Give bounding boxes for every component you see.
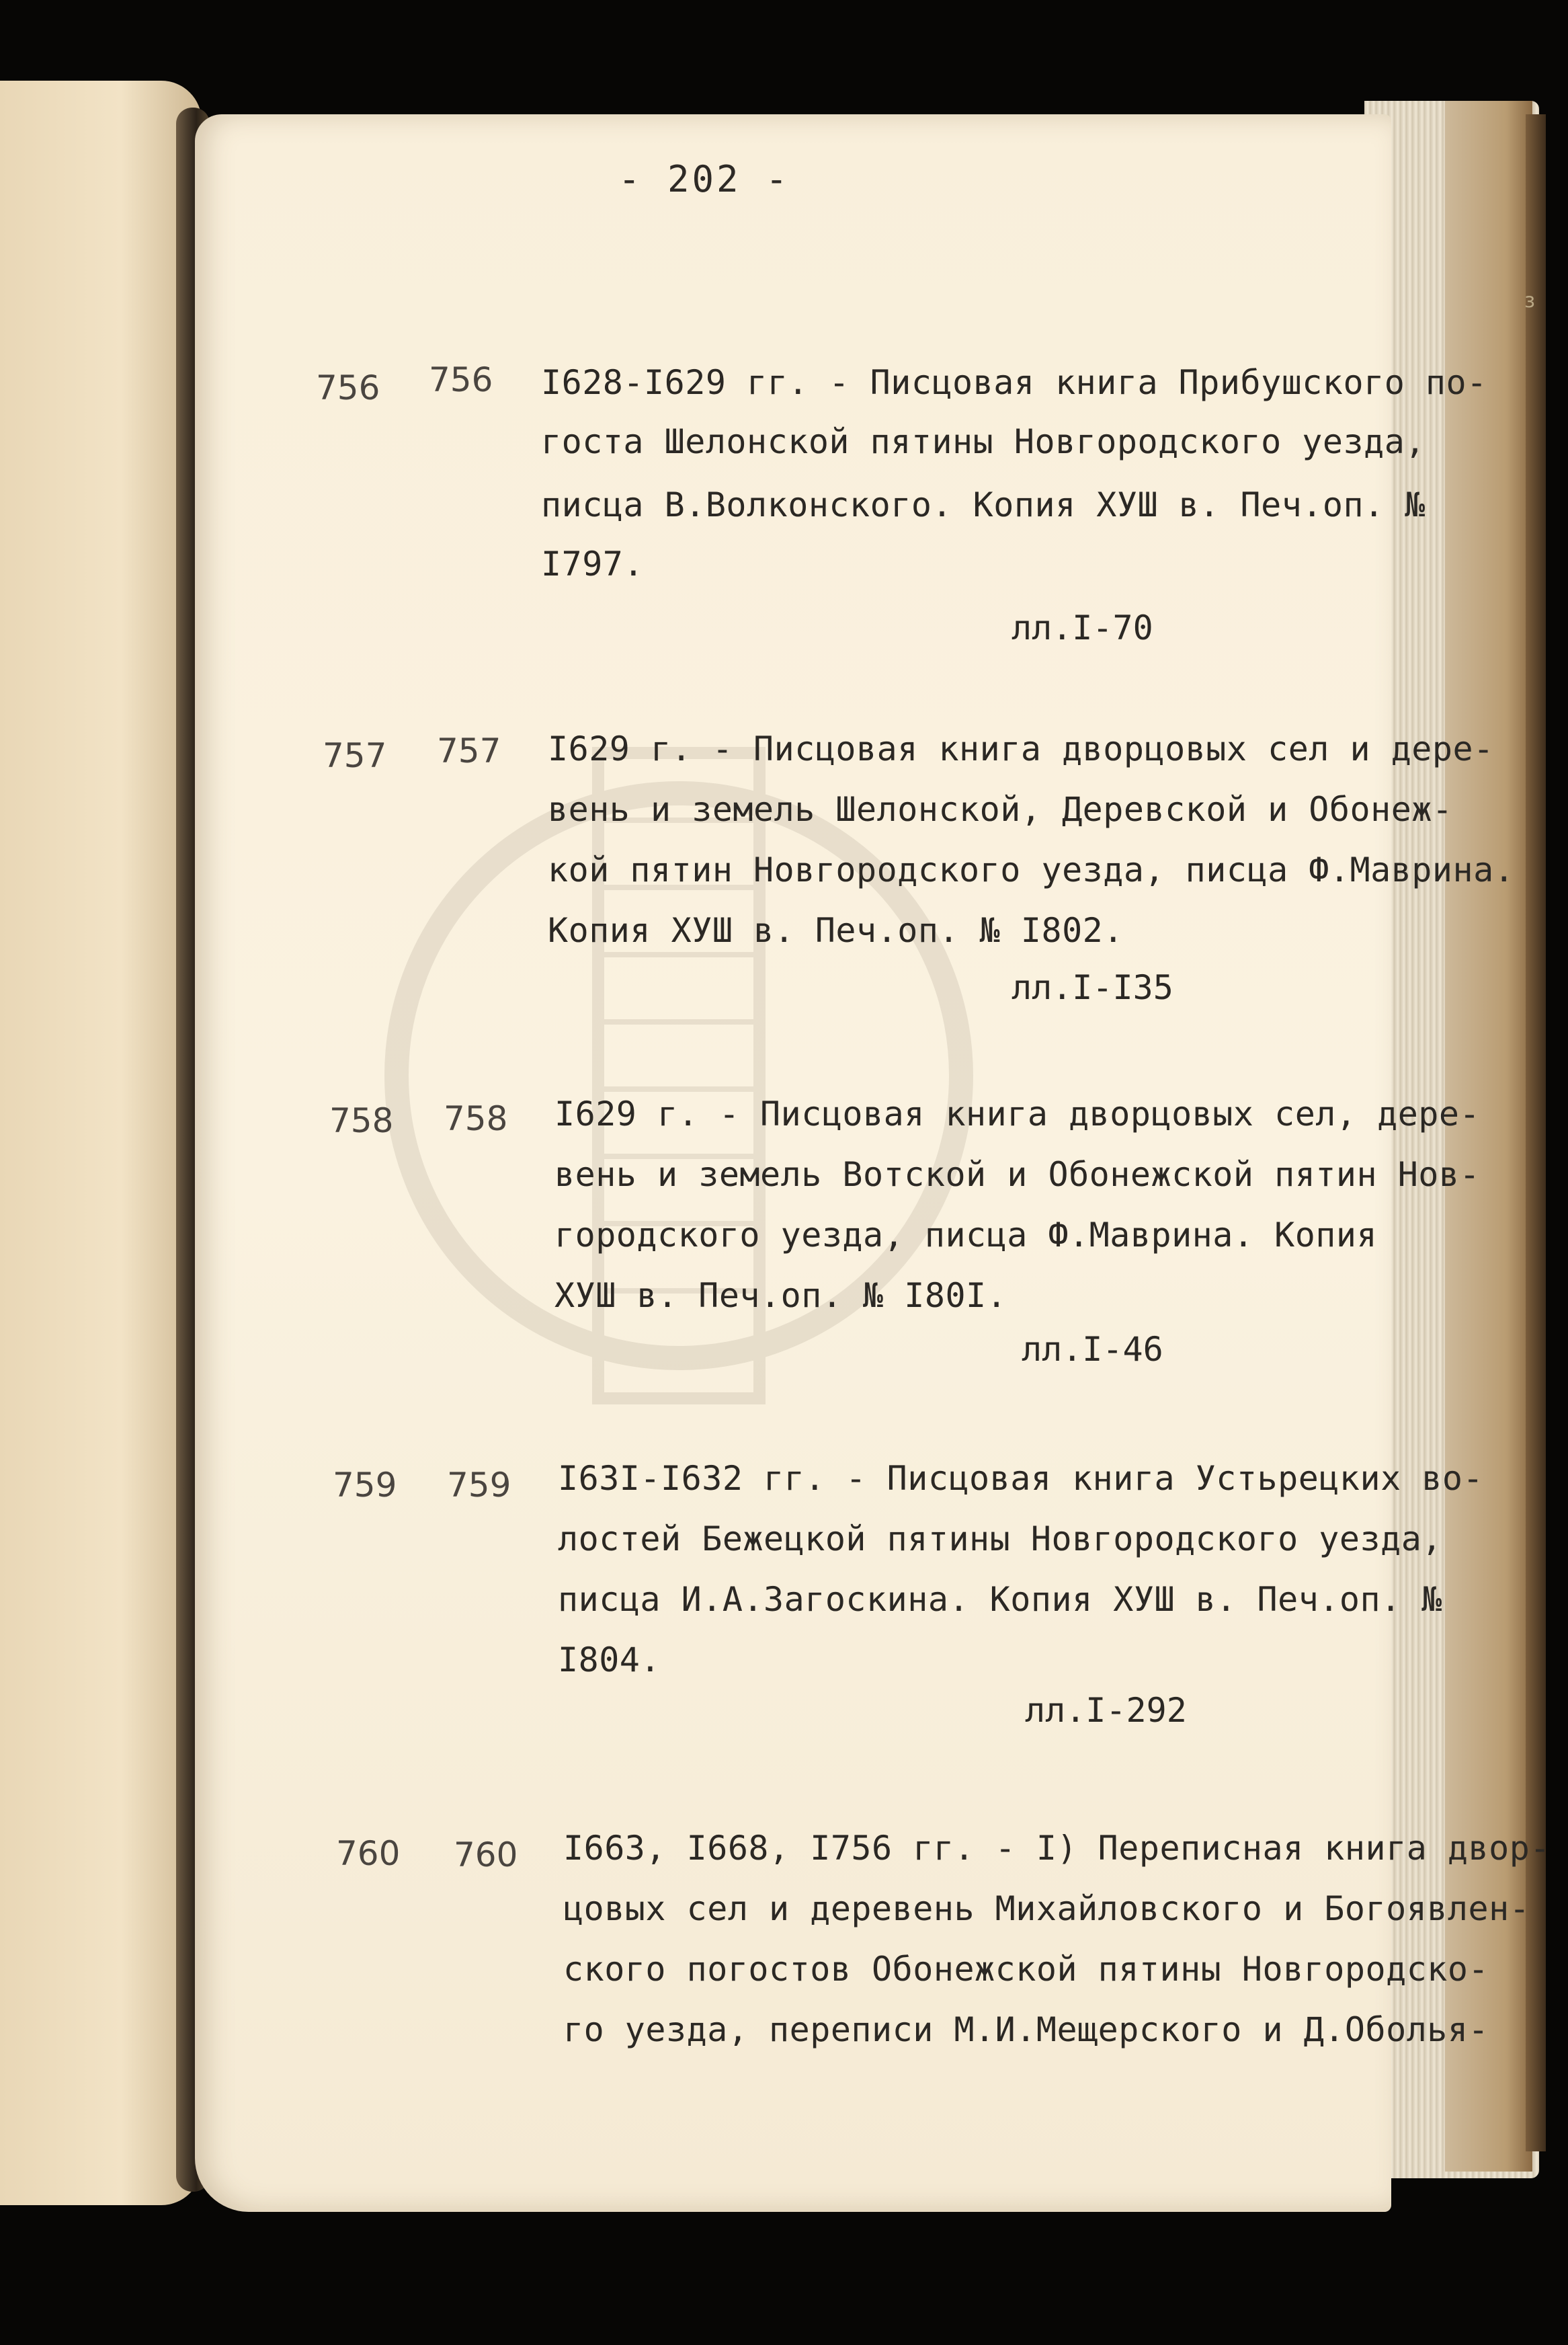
left-page — [0, 81, 202, 2205]
archive-number: 758 — [329, 1101, 394, 1140]
entry-text-line: I63I-I632 гг. - Писцовая книга Устьрецких во- — [558, 1459, 1484, 1498]
page-number: - 202 - — [618, 158, 790, 200]
folio-range: лл.I-292 — [1025, 1691, 1187, 1730]
folio-range: лл.I-46 — [1022, 1330, 1163, 1369]
entry-text-line: писца И.А.Загоскина. Копия ХУШ в. Печ.оп. № — [558, 1580, 1442, 1619]
folio-range: лл.I-I35 — [1012, 968, 1173, 1007]
archive-number: 759 — [333, 1466, 397, 1505]
entry-text-line: вень и земель Вотской и Обонежской пятин Нов- — [554, 1155, 1481, 1194]
entry-text-line: I804. — [558, 1640, 661, 1679]
inventory-number: 758 — [444, 1099, 508, 1138]
inventory-number: 759 — [447, 1466, 511, 1505]
entry-text-line: цовых сел и деревень Михайловского и Богоявлен- — [563, 1889, 1530, 1928]
edge-mark: з — [1524, 289, 1535, 313]
inventory-number: 756 — [429, 360, 493, 399]
inventory-number: 757 — [437, 731, 501, 770]
entry-text-line: Копия ХУШ в. Печ.оп. № I802. — [548, 911, 1124, 950]
entry-text-line: I663, I668, I756 гг. - I) Переписная книга двор- — [563, 1829, 1551, 1868]
entry-text-line: I797. — [541, 545, 645, 584]
entry-text-line: го уезда, переписи М.И.Мещерского и Д.Оболья- — [563, 2010, 1489, 2049]
entry-text-line: лостей Бежецкой пятины Новгородского уезда, — [558, 1519, 1442, 1558]
entry-text-line: кой пятин Новгородского уезда, писца Ф.Маврина. — [548, 850, 1515, 889]
entry-text-line: городского уезда, писца Ф.Маврина. Копия — [554, 1216, 1378, 1255]
archive-number: 757 — [323, 736, 387, 775]
entry-text-line: I629 г. - Писцовая книга дворцовых сел и дере- — [548, 729, 1494, 768]
inventory-number: 760 — [454, 1835, 518, 1874]
archive-number: 760 — [336, 1834, 401, 1873]
entry-text-line: писца В.Волконского. Копия ХУШ в. Печ.оп. № — [541, 485, 1426, 524]
entry-text-line: ХУШ в. Печ.оп. № I80I. — [554, 1276, 1007, 1315]
entry-text-line: I628-I629 гг. - Писцовая книга Прибушского по- — [541, 363, 1487, 402]
entry-text-line: госта Шелонской пятины Новгородского уезда, — [541, 422, 1426, 461]
entry-text-line: ского погостов Обонежской пятины Новгородско- — [563, 1950, 1489, 1989]
entry-text-line: вень и земель Шелонской, Деревской и Обонеж- — [548, 790, 1453, 829]
folio-range: лл.I-70 — [1012, 608, 1153, 647]
archive-number: 756 — [316, 368, 380, 407]
entry-text-line: I629 г. - Писцовая книга дворцовых сел, дере- — [554, 1095, 1481, 1134]
